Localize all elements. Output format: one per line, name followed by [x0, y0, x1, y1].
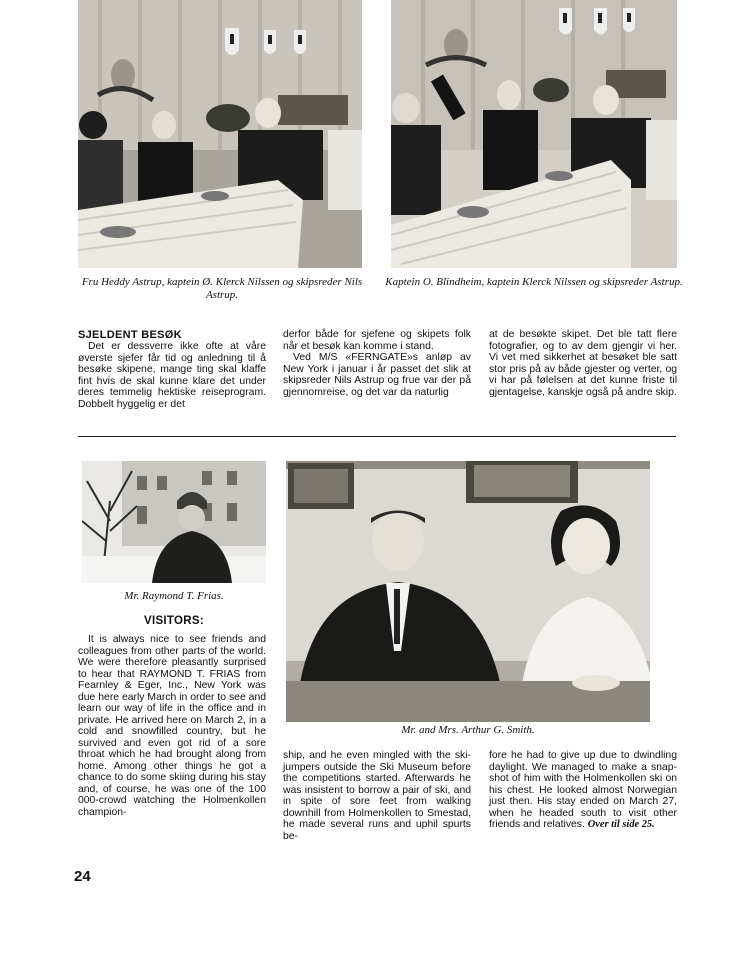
- norwegian-article-col2-para1: derfor både for sjefene og skipets folk når et besøk kan komme i stand.: [283, 329, 471, 352]
- arthur-smith-caption: Mr. and Mrs. Arthur G. Smith.: [401, 724, 535, 736]
- english-article-column-3: [489, 750, 677, 831]
- english-article-col1-text: It is always nice to see friends and colleagues from other parts of the world. We were therefore pleasantly surprised to hear that RAYMOND T. FRIAS from Fearnley & Eger, Inc., New York was due here early March in order to see and learn our way of life in the office and in private. He arrived here on March 2, in a cold and snowfilled country, but he survived and even got rid of a sore throat which he had brought along from home. Among other things he got a chance to do some skiing during his stay and, of course, he was one of the 100 000-crowd watching the Holmenkollen champion-: [78, 634, 266, 818]
- english-article-column-2: [283, 750, 471, 842]
- continued-reference[interactable]: Over til side 25.: [587, 819, 655, 830]
- english-article-column-1: [78, 634, 266, 818]
- top-left-photo-caption: Fru Heddy Astrup, kaptein Ø. Klerck Nilssen og skipsreder Nils Astrup.: [81, 276, 363, 301]
- raymond-frias-caption: Mr. Raymond T. Frias.: [124, 590, 224, 602]
- top-right-photo-caption: Kaptein O. Blindheim, kaptein Klerck Nilssen og skipsreder Astrup.: [385, 276, 683, 288]
- photo-raymond-frias: [82, 461, 266, 583]
- section-divider: [78, 436, 676, 437]
- photo-captains-and-shipowner: [391, 0, 677, 268]
- norwegian-article-col3-text: at de besøkte skipet. Det ble tatt flere fotografier, og to av dem gjengir vi her. Vi vet med sikkerhet at besøket ble satt stor pris på av både gjester og verter, og vi har på følelsen at det kunne friste til gjentagelse, kanskje også på andre skip.: [489, 329, 677, 398]
- norwegian-article-col2-para2: Ved M/S «FERNGATE»s anløp av New York i januar i år passet det slik at skipsreder Nils Astrup og frue var der på gjennomreise, og det var da naturlig: [283, 352, 471, 398]
- norwegian-article-column-3: [489, 329, 677, 399]
- english-article-col3-body: fore he had to give up due to dwindling daylight. We managed to make a snap-shot of him with the Holmenkollen ski on his chest. He looked almost Norwegian just then. His stay ended on March 27, when he headed south to visit other friends and relatives.: [489, 750, 677, 830]
- norwegian-article-col1-text: Det er dessverre ikke ofte at våre øverste sjefer får tid og anledning til å besøke skipene, mange ting skal klaffe fint hvis de skal kunne klare det under deres temmelig hektiske reiseprogram. Dobbelt hyggelig er det: [78, 341, 266, 410]
- photo-astrup-couple-and-captain: [78, 0, 362, 268]
- norwegian-article-column-1: [78, 341, 266, 411]
- norwegian-article-heading: SJELDENT BESØK: [78, 329, 182, 341]
- english-article-heading: VISITORS:: [144, 615, 204, 627]
- english-article-col3-text: [489, 750, 677, 831]
- english-article-col2-text: ship, and he even mingled with the ski-jumpers outside the Ski Museum before the competitions started. Afterwards he was insistent to borrow a pair of ski, and in spite of sore feet from walking downhill from Holmenkollen to Smestad, he made several runs and uphil spurts be-: [283, 750, 471, 842]
- norwegian-article-column-2: [283, 329, 471, 399]
- photo-arthur-smith-couple: [286, 461, 650, 722]
- page-number: 24: [74, 868, 91, 885]
